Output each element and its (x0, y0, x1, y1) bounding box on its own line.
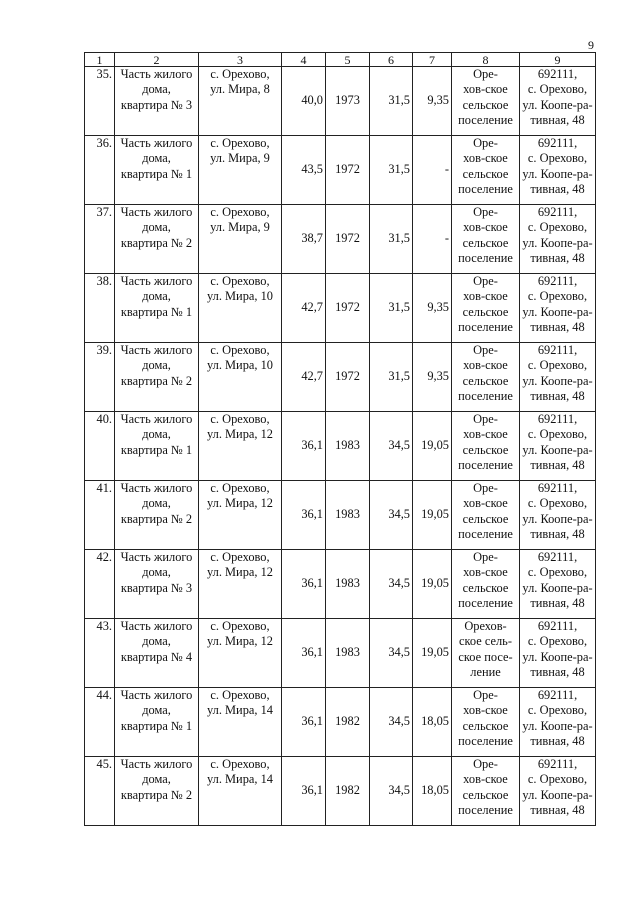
object-name (115, 136, 199, 205)
object-name (115, 757, 199, 826)
construction-year: 1972 (326, 205, 370, 274)
owner-name (452, 205, 520, 274)
owner-name-line: Оре- (473, 274, 498, 288)
owner-address-line: ул. Коопе-ра- (522, 373, 593, 388)
column-header: 1 (85, 53, 115, 67)
owner-name-line: сельское (462, 373, 509, 388)
row-number: 38. (85, 274, 115, 343)
construction-year: 1982 (326, 757, 370, 826)
table-row (85, 274, 596, 343)
owner-address-line: ул. Коопе-ра- (522, 580, 593, 595)
table-row (85, 67, 596, 136)
owner-address-line: ул. Коопе-ра- (522, 511, 593, 526)
object-name-line: квартира № 4 (120, 649, 193, 664)
object-name-line: Часть жилого (120, 67, 193, 81)
extra-value: 9,35 (413, 274, 452, 343)
owner-name-line: Оре- (473, 481, 498, 495)
object-name (115, 619, 199, 688)
owner-name-line: хов-ское (463, 496, 508, 511)
object-area: 36,1 (282, 688, 326, 757)
owner-address-line: с. Орехово, (527, 565, 588, 580)
owner-address-line: ул. Коопе-ра- (522, 718, 593, 733)
object-address-line: с. Орехово, (210, 136, 270, 150)
owner-address-line: с. Орехово, (527, 151, 588, 166)
owner-name-line: поселение (458, 389, 513, 404)
owner-address-line: тивная, 48 (530, 251, 585, 266)
owner-name-line: Оре- (473, 343, 498, 357)
extra-value: 18,05 (413, 688, 452, 757)
owner-name-line: сельское (462, 97, 509, 112)
owner-address-line: 692111, (537, 550, 578, 564)
owner-name-line: хов-ское (463, 151, 508, 166)
owner-address-line: тивная, 48 (530, 458, 585, 473)
object-name-line: квартира № 2 (120, 235, 193, 250)
object-address (199, 67, 282, 136)
object-address-line: ул. Мира, 12 (207, 427, 273, 442)
owner-name-line: поселение (458, 734, 513, 749)
construction-year: 1982 (326, 688, 370, 757)
wear-value: 34,5 (370, 757, 413, 826)
object-name (115, 481, 199, 550)
owner-name (452, 688, 520, 757)
object-address (199, 205, 282, 274)
object-name-line: Часть жилого (120, 412, 193, 426)
object-address (199, 550, 282, 619)
owner-address (520, 688, 596, 757)
owner-name (452, 343, 520, 412)
object-address-line: ул. Мира, 9 (210, 151, 270, 166)
object-name-line: дома, (142, 82, 171, 97)
owner-name-line: хов-ское (463, 565, 508, 580)
owner-address (520, 67, 596, 136)
construction-year: 1972 (326, 274, 370, 343)
column-header: 8 (452, 53, 520, 67)
object-area: 40,0 (282, 67, 326, 136)
object-name-line: квартира № 2 (120, 373, 193, 388)
extra-value: 19,05 (413, 412, 452, 481)
owner-name-line: хов-ское (463, 82, 508, 97)
owner-address-line: тивная, 48 (530, 596, 585, 611)
object-address (199, 757, 282, 826)
wear-value: 31,5 (370, 67, 413, 136)
extra-value: 19,05 (413, 550, 452, 619)
object-area: 42,7 (282, 274, 326, 343)
owner-address-line: 692111, (537, 619, 578, 633)
extra-value: 19,05 (413, 619, 452, 688)
owner-address (520, 136, 596, 205)
owner-address-line: тивная, 48 (530, 527, 585, 542)
table-row (85, 688, 596, 757)
object-address-line: с. Орехово, (210, 619, 270, 633)
owner-address-line: 692111, (537, 343, 578, 357)
owner-name-line: сельское (462, 166, 509, 181)
extra-value: 9,35 (413, 67, 452, 136)
owner-address-line: 692111, (537, 67, 578, 81)
object-address-line: с. Орехово, (210, 481, 270, 495)
owner-name (452, 136, 520, 205)
object-name-line: квартира № 1 (120, 304, 193, 319)
object-address (199, 412, 282, 481)
object-name-line: квартира № 1 (120, 718, 193, 733)
construction-year: 1972 (326, 343, 370, 412)
wear-value: 31,5 (370, 205, 413, 274)
object-name-line: квартира № 2 (120, 511, 193, 526)
owner-address (520, 205, 596, 274)
object-name-line: Часть жилого (120, 757, 193, 771)
owner-address-line: ул. Коопе-ра- (522, 166, 593, 181)
object-address-line: с. Орехово, (210, 205, 270, 219)
owner-name-line: сельское (462, 235, 509, 250)
object-name-line: дома, (142, 220, 171, 235)
object-address-line: ул. Мира, 12 (207, 496, 273, 511)
row-number: 40. (85, 412, 115, 481)
construction-year: 1983 (326, 619, 370, 688)
owner-name-line: Оре- (473, 412, 498, 426)
object-address-line: ул. Мира, 14 (207, 772, 273, 787)
owner-address-line: 692111, (537, 274, 578, 288)
object-name-line: квартира № 3 (120, 580, 193, 595)
owner-name (452, 67, 520, 136)
owner-address-line: 692111, (537, 136, 578, 150)
column-header: 2 (115, 53, 199, 67)
table-row (85, 757, 596, 826)
extra-value: 9,35 (413, 343, 452, 412)
object-address (199, 481, 282, 550)
column-header: 6 (370, 53, 413, 67)
object-address (199, 688, 282, 757)
object-address-line: ул. Мира, 10 (207, 358, 273, 373)
owner-name (452, 757, 520, 826)
column-header: 7 (413, 53, 452, 67)
object-name-line: квартира № 2 (120, 787, 193, 802)
owner-address-line: с. Орехово, (527, 703, 588, 718)
page-number: 9 (588, 38, 594, 52)
owner-address-line: ул. Коопе-ра- (522, 304, 593, 319)
owner-address-line: тивная, 48 (530, 665, 585, 680)
row-number: 41. (85, 481, 115, 550)
object-address-line: ул. Мира, 12 (207, 565, 273, 580)
owner-name-line: ление (470, 665, 501, 680)
owner-name-line: Оре- (473, 136, 498, 150)
owner-name-line: хов-ское (463, 220, 508, 235)
object-address-line: с. Орехово, (210, 688, 270, 702)
owner-name-line: хов-ское (463, 703, 508, 718)
wear-value: 31,5 (370, 274, 413, 343)
owner-address-line: ул. Коопе-ра- (522, 787, 593, 802)
object-name-line: Часть жилого (120, 688, 193, 702)
table-row (85, 343, 596, 412)
table-row (85, 412, 596, 481)
owner-name (452, 619, 520, 688)
object-name-line: дома, (142, 496, 171, 511)
row-number: 36. (85, 136, 115, 205)
object-name-line: Часть жилого (120, 274, 193, 288)
owner-address-line: 692111, (537, 481, 578, 495)
owner-address-line: с. Орехово, (527, 358, 588, 373)
object-name-line: Часть жилого (120, 205, 193, 219)
object-address (199, 343, 282, 412)
table-row (85, 619, 596, 688)
object-address-line: с. Орехово, (210, 274, 270, 288)
owner-name-line: Оре- (473, 205, 498, 219)
object-name-line: дома, (142, 358, 171, 373)
extra-value: 18,05 (413, 757, 452, 826)
owner-address-line: с. Орехово, (527, 427, 588, 442)
object-address-line: ул. Мира, 10 (207, 289, 273, 304)
owner-address-line: тивная, 48 (530, 389, 585, 404)
object-address-line: ул. Мира, 9 (210, 220, 270, 235)
wear-value: 31,5 (370, 343, 413, 412)
owner-address (520, 481, 596, 550)
object-area: 38,7 (282, 205, 326, 274)
extra-value: 19,05 (413, 481, 452, 550)
object-address (199, 619, 282, 688)
row-number: 43. (85, 619, 115, 688)
owner-address-line: с. Орехово, (527, 634, 588, 649)
object-address (199, 136, 282, 205)
owner-address-line: с. Орехово, (527, 82, 588, 97)
owner-name-line: сельское (462, 718, 509, 733)
owner-address-line: 692111, (537, 205, 578, 219)
owner-address-line: ул. Коопе-ра- (522, 649, 593, 664)
construction-year: 1983 (326, 481, 370, 550)
owner-name-line: сельское (462, 442, 509, 457)
owner-name-line: хов-ское (463, 772, 508, 787)
owner-address (520, 274, 596, 343)
owner-name (452, 274, 520, 343)
wear-value: 34,5 (370, 619, 413, 688)
owner-address-line: тивная, 48 (530, 182, 585, 197)
object-area: 42,7 (282, 343, 326, 412)
owner-name-line: поселение (458, 803, 513, 818)
owner-address (520, 619, 596, 688)
object-name-line: дома, (142, 703, 171, 718)
owner-address-line: с. Орехово, (527, 220, 588, 235)
object-name (115, 550, 199, 619)
owner-name-line: поселение (458, 251, 513, 266)
owner-name-line: Оре- (473, 550, 498, 564)
owner-name-line: поселение (458, 182, 513, 197)
owner-address (520, 343, 596, 412)
construction-year: 1983 (326, 412, 370, 481)
table-row (85, 205, 596, 274)
owner-address (520, 757, 596, 826)
owner-name-line: хов-ское (463, 427, 508, 442)
object-area: 36,1 (282, 757, 326, 826)
object-address-line: с. Орехово, (210, 343, 270, 357)
owner-address-line: 692111, (537, 688, 578, 702)
table-body (85, 67, 596, 826)
object-name (115, 274, 199, 343)
object-area: 36,1 (282, 481, 326, 550)
object-address-line: с. Орехово, (210, 550, 270, 564)
owner-address-line: тивная, 48 (530, 320, 585, 335)
object-name-line: дома, (142, 289, 171, 304)
object-name (115, 205, 199, 274)
owner-name-line: поселение (458, 113, 513, 128)
owner-name-line: сельское (462, 787, 509, 802)
object-area: 36,1 (282, 619, 326, 688)
object-address-line: с. Орехово, (210, 757, 270, 771)
owner-name-line: сельское (462, 511, 509, 526)
row-number: 35. (85, 67, 115, 136)
object-name-line: квартира № 1 (120, 442, 193, 457)
table-row (85, 481, 596, 550)
column-header: 4 (282, 53, 326, 67)
row-number: 42. (85, 550, 115, 619)
owner-address-line: 692111, (537, 757, 578, 771)
owner-name-line: Орехов- (464, 619, 507, 633)
wear-value: 34,5 (370, 481, 413, 550)
owner-address-line: тивная, 48 (530, 113, 585, 128)
owner-name (452, 412, 520, 481)
row-number: 44. (85, 688, 115, 757)
row-number: 45. (85, 757, 115, 826)
owner-name-line: ское посе- (458, 649, 513, 664)
owner-address-line: с. Орехово, (527, 289, 588, 304)
construction-year: 1983 (326, 550, 370, 619)
wear-value: 34,5 (370, 550, 413, 619)
column-header: 3 (199, 53, 282, 67)
object-name-line: Часть жилого (120, 136, 193, 150)
owner-address (520, 412, 596, 481)
owner-address-line: ул. Коопе-ра- (522, 97, 593, 112)
object-address (199, 274, 282, 343)
owner-name-line: сельское (462, 580, 509, 595)
object-area: 36,1 (282, 412, 326, 481)
object-area: 43,5 (282, 136, 326, 205)
wear-value: 31,5 (370, 136, 413, 205)
object-address-line: с. Орехово, (210, 67, 270, 81)
owner-address (520, 550, 596, 619)
owner-name-line: поселение (458, 320, 513, 335)
owner-address-line: с. Орехово, (527, 496, 588, 511)
owner-name-line: хов-ское (463, 289, 508, 304)
object-name-line: Часть жилого (120, 343, 193, 357)
wear-value: 34,5 (370, 412, 413, 481)
object-address-line: с. Орехово, (210, 412, 270, 426)
owner-address-line: ул. Коопе-ра- (522, 442, 593, 457)
header-row (85, 53, 596, 67)
object-name-line: дома, (142, 634, 171, 649)
construction-year: 1972 (326, 136, 370, 205)
owner-address-line: 692111, (537, 412, 578, 426)
object-name (115, 688, 199, 757)
object-name-line: дома, (142, 772, 171, 787)
object-name-line: дома, (142, 151, 171, 166)
owner-address-line: с. Орехово, (527, 772, 588, 787)
owner-name-line: Оре- (473, 67, 498, 81)
owner-name-line: Оре- (473, 757, 498, 771)
object-name-line: Часть жилого (120, 619, 193, 633)
row-number: 37. (85, 205, 115, 274)
object-name-line: Часть жилого (120, 550, 193, 564)
table-row (85, 136, 596, 205)
owner-name-line: поселение (458, 527, 513, 542)
owner-name-line: поселение (458, 596, 513, 611)
owner-name-line: хов-ское (463, 358, 508, 373)
object-name-line: дома, (142, 427, 171, 442)
object-name (115, 343, 199, 412)
owner-address-line: ул. Коопе-ра- (522, 235, 593, 250)
owner-address-line: тивная, 48 (530, 803, 585, 818)
owner-name-line: ское сель- (459, 634, 512, 649)
object-name-line: Часть жилого (120, 481, 193, 495)
object-name (115, 67, 199, 136)
object-name-line: квартира № 3 (120, 97, 193, 112)
extra-value: - (413, 205, 452, 274)
object-address-line: ул. Мира, 12 (207, 634, 273, 649)
owner-name-line: сельское (462, 304, 509, 319)
row-number: 39. (85, 343, 115, 412)
object-area: 36,1 (282, 550, 326, 619)
object-name (115, 412, 199, 481)
object-address-line: ул. Мира, 8 (210, 82, 270, 97)
extra-value: - (413, 136, 452, 205)
object-address-line: ул. Мира, 14 (207, 703, 273, 718)
property-registry-table (84, 52, 596, 826)
construction-year: 1973 (326, 67, 370, 136)
owner-name (452, 481, 520, 550)
object-name-line: квартира № 1 (120, 166, 193, 181)
table-row (85, 550, 596, 619)
owner-name-line: поселение (458, 458, 513, 473)
owner-address-line: тивная, 48 (530, 734, 585, 749)
owner-name (452, 550, 520, 619)
column-header: 5 (326, 53, 370, 67)
column-header: 9 (520, 53, 596, 67)
object-name-line: дома, (142, 565, 171, 580)
owner-name-line: Оре- (473, 688, 498, 702)
wear-value: 34,5 (370, 688, 413, 757)
